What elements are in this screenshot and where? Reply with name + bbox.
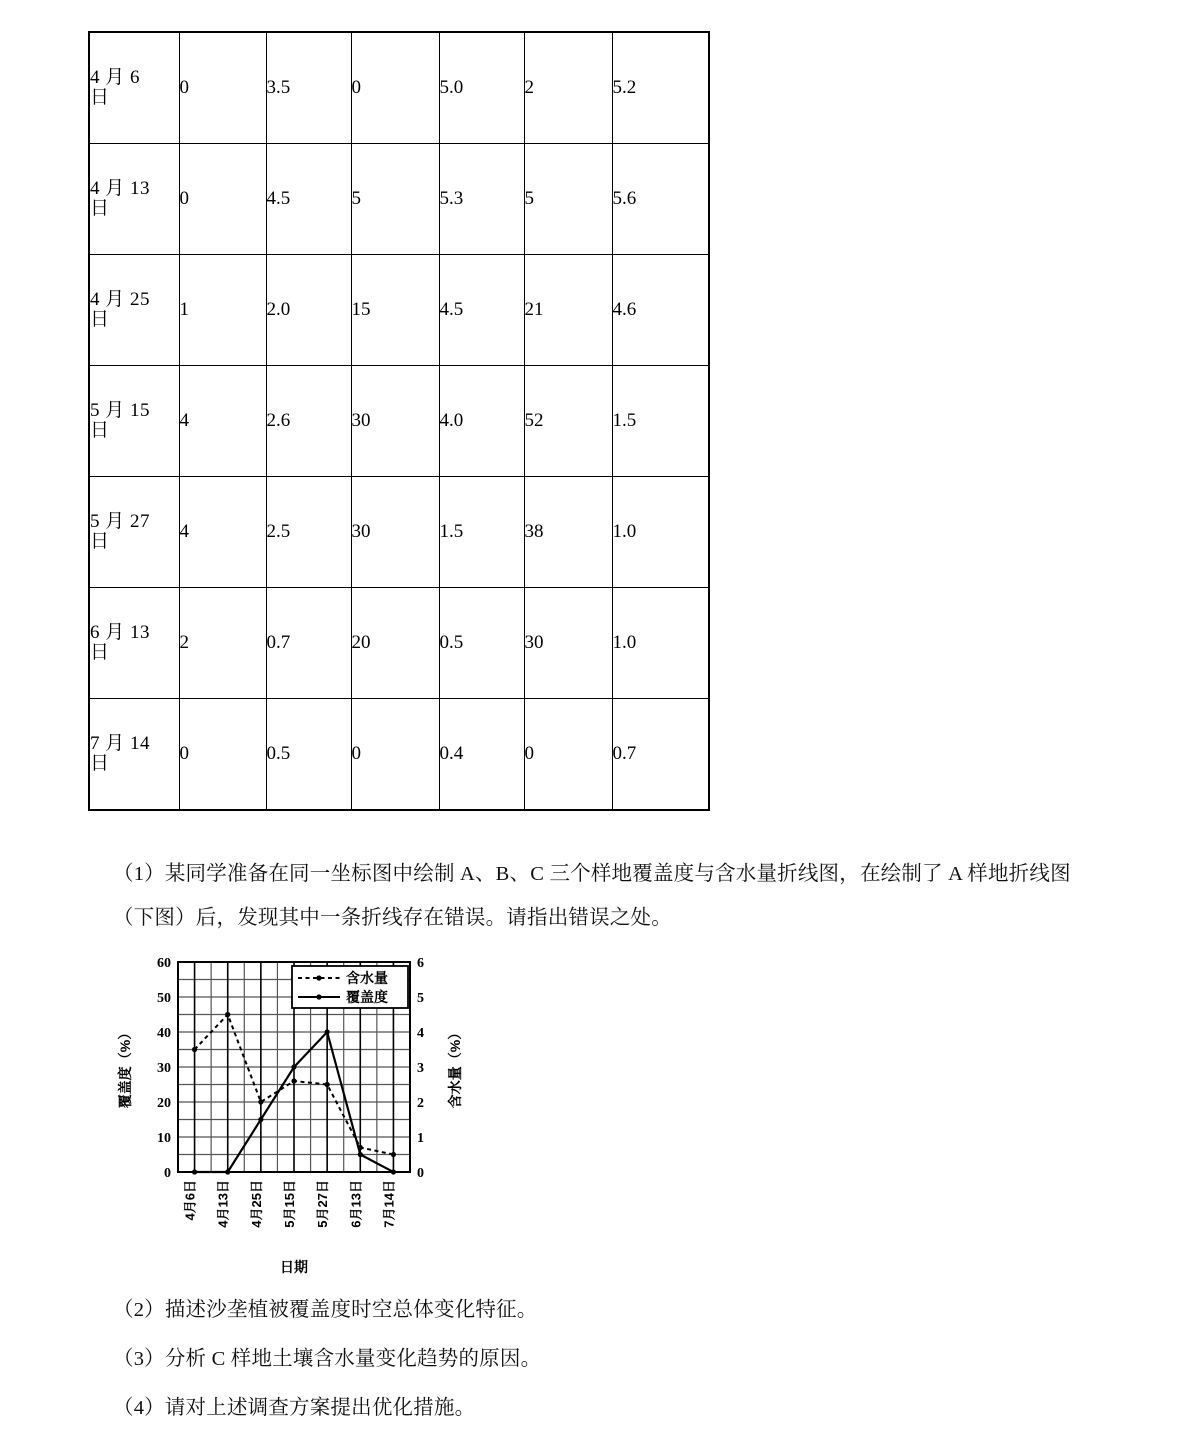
table-cell-value: 4.6 <box>612 255 709 366</box>
date-line-2: 日 <box>90 642 110 663</box>
data-table <box>88 31 710 811</box>
series-point <box>391 1169 396 1174</box>
table-cell-value: 52 <box>524 366 612 477</box>
legend-label: 含水量 <box>346 970 388 986</box>
table-cell-value: 4.5 <box>439 255 524 366</box>
table-row <box>89 699 709 811</box>
question-3: （3）分析 C 样地土壤含水量变化趋势的原因。 <box>113 1348 542 1370</box>
table-cell-date <box>89 588 179 699</box>
table-cell-value: 0 <box>179 144 266 255</box>
series-point <box>391 1152 396 1157</box>
series-point <box>325 1082 330 1087</box>
chart-legend <box>292 966 408 1008</box>
table-cell-value: 0 <box>351 699 439 811</box>
x-axis-ticklabels <box>183 1180 397 1228</box>
series-point <box>192 1169 197 1174</box>
y2-tick-label: 6 <box>417 956 424 971</box>
table-cell-value: 1.5 <box>612 366 709 477</box>
table-row <box>89 144 709 255</box>
table-cell-value: 4 <box>179 366 266 477</box>
table-cell-date <box>89 144 179 255</box>
date-line-2: 日 <box>90 531 110 552</box>
series-point <box>225 1169 230 1174</box>
table-cell-value: 5.2 <box>612 32 709 144</box>
table-row <box>89 366 709 477</box>
table-cell-value: 4.5 <box>266 144 351 255</box>
series-point <box>358 1152 363 1157</box>
series-point <box>291 1064 296 1069</box>
table-cell-date <box>89 477 179 588</box>
table-cell-date <box>89 366 179 477</box>
table-cell-value: 0.5 <box>266 699 351 811</box>
table-cell-value: 21 <box>524 255 612 366</box>
table-cell-value: 2.6 <box>266 366 351 477</box>
table-cell-value: 5.0 <box>439 32 524 144</box>
y-tick-label: 50 <box>157 991 171 1006</box>
date-line-1: 7 月 14 <box>90 733 151 755</box>
question-2: （2）描述沙垄植被覆盖度时空总体变化特征。 <box>113 1299 538 1321</box>
table-cell-value: 2 <box>524 32 612 144</box>
y-tick-label: 10 <box>157 1131 171 1146</box>
table-cell-value: 5 <box>524 144 612 255</box>
chart-svg <box>110 952 480 1282</box>
table-cell-value: 5.3 <box>439 144 524 255</box>
table-cell-value: 20 <box>351 588 439 699</box>
legend-label: 覆盖度 <box>346 989 388 1005</box>
date-line-2: 日 <box>90 753 110 774</box>
table-cell-value: 5.6 <box>612 144 709 255</box>
date-line-1: 5 月 27 <box>90 511 151 533</box>
x-axis-title: 日期 <box>280 1259 308 1275</box>
date-line-1: 4 月 13 <box>90 178 151 200</box>
date-line-2: 日 <box>90 309 110 330</box>
x-tick-label: 4月6日 <box>182 1180 198 1221</box>
series-point <box>225 1012 230 1017</box>
table-body <box>89 32 709 810</box>
x-tick-label: 6月13日 <box>348 1180 364 1228</box>
table-cell-value: 0.4 <box>439 699 524 811</box>
table-cell-value: 38 <box>524 477 612 588</box>
y2-axis-ticklabels <box>417 956 424 1181</box>
table-cell-value: 2 <box>179 588 266 699</box>
date-line-2: 日 <box>90 198 110 219</box>
x-tick-label: 7月14日 <box>381 1180 397 1228</box>
table-cell-date <box>89 32 179 144</box>
table-cell-date <box>89 699 179 811</box>
table-cell-value: 0 <box>351 32 439 144</box>
table-cell-value: 1.5 <box>439 477 524 588</box>
date-line-2: 日 <box>90 87 110 108</box>
date-line-1: 6 月 13 <box>90 622 151 644</box>
y-axis-title: 覆盖度（%） <box>117 1025 133 1109</box>
date-line-2: 日 <box>90 420 110 441</box>
table-cell-value: 4 <box>179 477 266 588</box>
table-cell-value: 0.7 <box>266 588 351 699</box>
table-cell-value: 0 <box>524 699 612 811</box>
x-tick-label: 5月27日 <box>315 1180 331 1228</box>
table-row <box>89 32 709 144</box>
question-1-line-2: （下图）后，发现其中一条折线存在错误。请指出错误之处。 <box>113 907 672 929</box>
y-tick-label: 30 <box>157 1061 171 1076</box>
table-cell-value: 0.7 <box>612 699 709 811</box>
table-cell-value: 3.5 <box>266 32 351 144</box>
legend-marker <box>316 975 321 980</box>
table-cell-value: 2.5 <box>266 477 351 588</box>
y2-tick-label: 1 <box>417 1131 424 1146</box>
series-point <box>258 1099 263 1104</box>
table-cell-value: 1.0 <box>612 588 709 699</box>
y2-tick-label: 2 <box>417 1096 424 1111</box>
question-1 <box>113 852 1123 940</box>
y-tick-label: 60 <box>157 956 171 971</box>
table-cell-value: 1.0 <box>612 477 709 588</box>
table-cell-date <box>89 255 179 366</box>
table-cell-value: 4.0 <box>439 366 524 477</box>
series-point <box>325 1029 330 1034</box>
series-point <box>258 1117 263 1122</box>
y-tick-label: 40 <box>157 1026 171 1041</box>
y2-axis-title: 含水量（%） <box>447 1025 463 1109</box>
table-cell-value: 30 <box>524 588 612 699</box>
date-line-1: 4 月 6 <box>90 67 141 89</box>
table-cell-value: 0.5 <box>439 588 524 699</box>
coverage-moisture-line-chart <box>110 952 480 1282</box>
table-cell-value: 1 <box>179 255 266 366</box>
table-row <box>89 255 709 366</box>
table-cell-value: 30 <box>351 477 439 588</box>
y-tick-label: 0 <box>164 1166 171 1181</box>
date-line-1: 5 月 15 <box>90 400 151 422</box>
x-tick-label: 4月13日 <box>215 1180 231 1228</box>
x-tick-label: 4月25日 <box>248 1180 264 1228</box>
survey-data-table <box>88 31 708 811</box>
table-cell-value: 15 <box>351 255 439 366</box>
table-cell-value: 0 <box>179 699 266 811</box>
table-cell-value: 2.0 <box>266 255 351 366</box>
y-axis-ticklabels <box>157 956 171 1181</box>
y2-tick-label: 5 <box>417 991 424 1006</box>
question-4: （4）请对上述调查方案提出优化措施。 <box>113 1397 476 1419</box>
table-row <box>89 588 709 699</box>
y2-tick-label: 0 <box>417 1166 424 1181</box>
date-line-1: 4 月 25 <box>90 289 151 311</box>
x-tick-label: 5月15日 <box>282 1180 297 1228</box>
series-point <box>192 1047 197 1052</box>
question-1-line-1: （1）某同学准备在同一坐标图中绘制 A、B、C 三个样地覆盖度与含水量折线图，在绘制了 A 样地折线图 <box>113 863 1071 885</box>
table-row <box>89 477 709 588</box>
table-cell-value: 5 <box>351 144 439 255</box>
table-cell-value: 0 <box>179 32 266 144</box>
y2-tick-label: 4 <box>417 1026 424 1041</box>
series-point <box>291 1078 296 1083</box>
table-cell-value: 30 <box>351 366 439 477</box>
legend-marker <box>316 994 321 999</box>
y2-tick-label: 3 <box>417 1061 424 1076</box>
y-tick-label: 20 <box>157 1096 171 1111</box>
